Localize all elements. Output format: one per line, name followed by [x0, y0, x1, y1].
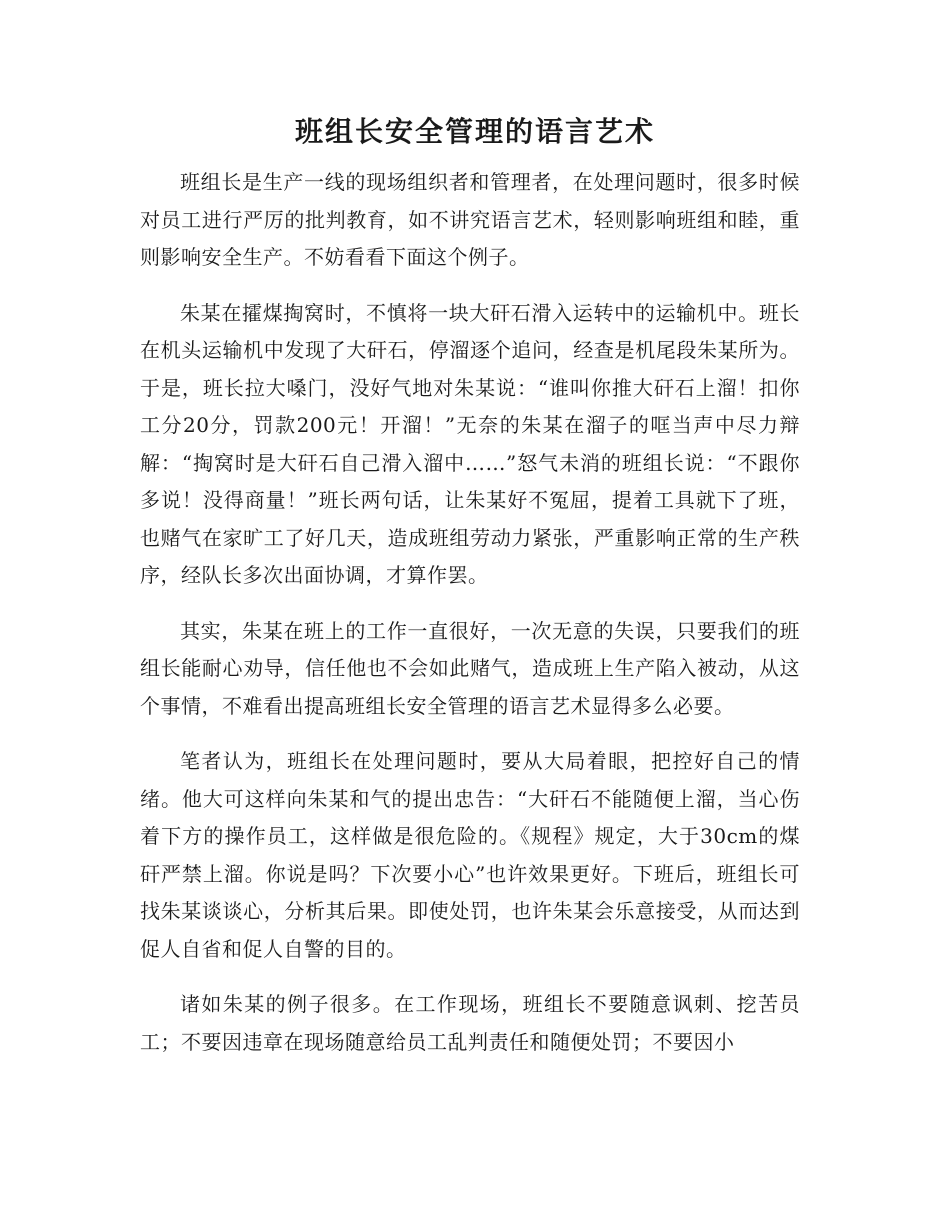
paragraph-more-examples: 诸如朱某的例子很多。在工作现场，班组长不要随意讽刺、挖苦员工；不要因违章在现场随意给员工乱判责任和随便处罚；不要因小 [140, 992, 800, 1054]
paragraph-analysis: 其实，朱某在班上的工作一直很好，一次无意的失误，只要我们的班组长能耐心劝导，信任他也不会如此赌气，造成班上生产陷入被动，从这个事情，不难看出提高班组长安全管理的语言艺术显得多么必要。 [140, 618, 800, 718]
paragraph-example: 朱某在攉煤掏窝时，不慎将一块大矸石滑入运转中的运输机中。班长在机头运输机中发现了大矸石，停溜逐个追问，经查是机尾段朱某所为。于是，班长拉大嗓门，没好气地对朱某说：“谁叫你推大矸石上溜！扣你工分20分，罚款200元！开溜！”无奈的朱某在溜子的哐当声中尽力辩解：“掏窝时是大矸石自己滑入溜中……”怒气未消的班组长说：“不跟你多说！没得商量！”班长两句话，让朱某好不冤屈，提着工具就下了班，也赌气在家旷工了好几天，造成班组劳动力紧张，严重影响正常的生产秩序，经队长多次出面协调，才算作罢。 [140, 300, 800, 587]
paragraph-intro: 班组长是生产一线的现场组织者和管理者，在处理问题时，很多时候对员工进行严厉的批判教育，如不讲究语言艺术，轻则影响班组和睦，重则影响安全生产。不妨看看下面这个例子。 [140, 170, 800, 269]
document-body [140, 164, 800, 1061]
paragraph-suggestion: 笔者认为，班组长在处理问题时，要从大局着眼，把控好自己的情绪。他大可这样向朱某和气的提出忠告：“大矸石不能随便上溜，当心伤着下方的操作员工，这样做是很危险的。《规程》规定，大于30cm的煤矸严禁上溜。你说是吗？下次要小心”也许效果更好。下班后，班组长可找朱某谈谈心，分析其后果。即使处罚，也许朱某会乐意接受，从而达到促人自省和促人自警的目的。 [140, 749, 800, 961]
document-title: 班组长安全管理的语言艺术 [294, 115, 655, 148]
